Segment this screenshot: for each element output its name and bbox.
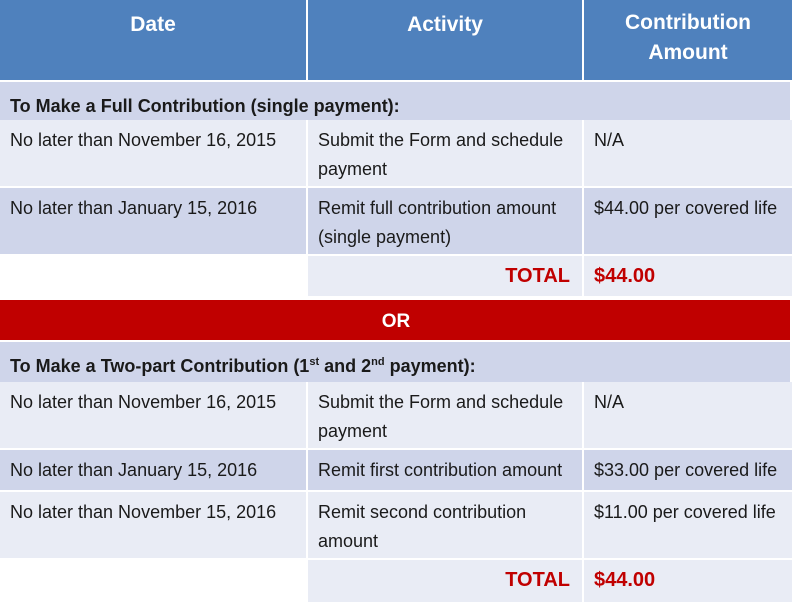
table-row [0,492,792,558]
table-row [0,188,792,254]
row-amount: $44.00 per covered life [594,198,778,218]
row-date: No later than January 15, 2016 [0,450,308,490]
activity-line1: Submit the Form and schedule [318,130,564,150]
or-label: OR [0,300,792,340]
activity-line2: amount [318,531,379,551]
row-amount: N/A [594,130,625,150]
total-row [0,560,792,602]
activity-line2: (single payment) [318,227,452,247]
header-activity-label: Activity [407,13,483,36]
row-date: No later than November 15, 2016 [0,492,308,558]
table-row [0,450,792,490]
total-label: TOTAL [308,560,584,602]
two-part-contribution-title [0,342,792,382]
row-amount: $11.00 per covered life [594,502,776,522]
total-spacer [0,256,308,296]
row-amount: $33.00 per covered life [594,460,778,480]
title-part-b: and 2 [319,356,372,376]
table-header-row [0,0,792,80]
row-activity [308,188,584,254]
row-date: No later than January 15, 2016 [0,188,308,254]
activity-line1: Submit the Form and schedule [318,392,564,412]
header-activity [308,0,584,80]
row-date: No later than November 16, 2015 [0,382,308,448]
total-row [0,256,792,296]
row-activity [308,120,584,186]
header-amount-line1: Contribution [625,11,751,34]
total-value: $44.00 [584,560,792,602]
activity-line1: Remit second contribution [318,502,527,522]
full-contribution-title: To Make a Full Contribution (single payment): [0,82,792,120]
table-row [0,120,792,186]
row-date: No later than November 16, 2015 [0,120,308,186]
activity-line1: Remit full contribution amount [318,198,557,218]
title-part-a: To Make a Two-part Contribution (1 [10,356,310,376]
row-amount: N/A [594,392,625,412]
total-label: TOTAL [308,256,584,296]
row-activity [308,450,584,490]
total-value: $44.00 [584,256,792,296]
table-row [0,382,792,448]
activity-line2: payment [318,421,388,441]
header-date [0,0,308,80]
title-sup-second: nd [371,356,385,368]
header-contribution-amount [584,0,792,80]
title-sup-first: st [309,356,320,368]
or-divider [0,300,792,340]
row-activity [308,492,584,558]
row-activity [308,382,584,448]
activity-line2: payment [318,159,388,179]
header-date-label: Date [130,13,176,36]
total-spacer [0,560,308,602]
section-title-row [0,82,792,120]
title-part-c: payment): [384,356,476,376]
header-amount-line2: Amount [648,41,728,64]
activity-line1: Remit first contribution amount [318,460,563,480]
section-title-row [0,342,792,382]
